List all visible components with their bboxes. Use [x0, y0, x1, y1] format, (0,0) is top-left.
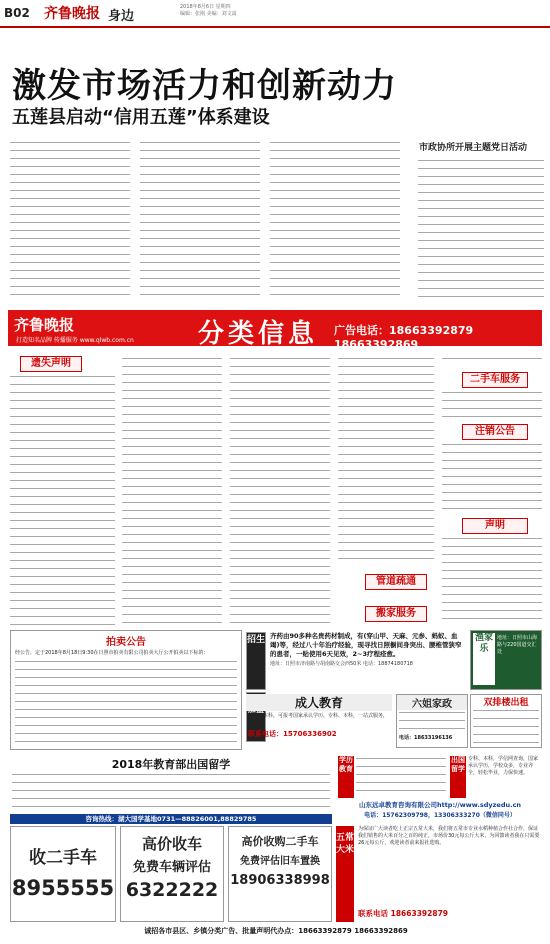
high-price-car-ad	[120, 826, 224, 922]
study-abroad-body	[10, 774, 332, 812]
high-price-car-title: 高价收车	[141, 835, 202, 853]
pharmacy-ad-contact: 地址：日照市济南路与胡南路交会西50米 电话：18874180718	[270, 661, 413, 667]
used-car-buy-title: 收二手车	[29, 848, 97, 868]
side-story-title: 市政协所开展主题党日活动	[419, 143, 528, 153]
tag-statement: 声明	[462, 518, 528, 534]
page-number: B02	[4, 6, 30, 20]
adult-edu-title: 成人教育	[246, 694, 392, 711]
tag-moving: 搬家服务	[365, 606, 427, 622]
classified-phone: 广告电话：18663392879 18663392869	[334, 324, 474, 351]
tag-pipeline: 管道疏通	[365, 574, 427, 590]
recruit-tag: 招生	[246, 632, 266, 690]
pharmacy-ad	[270, 632, 466, 690]
high-price-car-number: 6322222	[125, 879, 219, 901]
study-abroad-title: 2018年教育部出国留学	[111, 758, 231, 771]
adult-edu-phone: 联系电话：15706336902	[248, 730, 337, 738]
tag-deregister: 注销公告	[462, 424, 528, 440]
second-hand-car-number: 18906338998	[230, 873, 330, 888]
study-abroad-phone: 咨询热线：湖大国学基地0731—88826001,88829785	[10, 814, 332, 824]
classified-column-4	[338, 356, 434, 568]
study-abroad-ad	[10, 756, 332, 823]
classified-url: 打造知名品牌 传播服务 www.qlwb.com.cn	[16, 337, 134, 344]
pharmacy-ad-body: 齐药由90多种名贵药材制成，有(穿山甲、天麻、元参、蚂蚁、血竭)等，经过八十年治疗经验，现寻找日照橱间身突出、腰椎管狭窄的患者，一贴使用6天见效，2~3疗程痊愈。	[270, 632, 462, 658]
auction-body: 经公告，定于2018年8月18日9:30在日照市拍卖有限公司拍卖大厅公开拍卖以下标的：	[15, 650, 209, 656]
high-price-car-sub: 免费车辆评估	[132, 860, 211, 875]
section-name: 身边	[108, 9, 135, 24]
auction-details	[11, 661, 241, 747]
classified-column-3	[230, 356, 330, 626]
classified-column-2	[122, 356, 222, 626]
rice-body: 为保证广大读者吃上正宗五常大米，我们将五常市专业水稻种植合作社合作，保证我们销售的大米百分之百的纯正，市场价30元每公斤大米，为回馈读者我在只需要26元每公斤，欢迎读者前来报社选购。	[358, 826, 540, 846]
article-column-1	[10, 140, 130, 300]
article-column-3	[270, 140, 400, 300]
double-floor-body	[471, 710, 541, 748]
housekeeping-phone: 电话：18633196136	[399, 735, 453, 741]
page-footer: 诚招各市县区、乡镇分类广告、批量声明代办点：18663392879 18663392869	[144, 927, 408, 935]
fish-ad-title: 渔家乐	[473, 633, 495, 685]
rice-phone: 联系电话 18663392879	[358, 909, 449, 918]
header-editor: 编辑：张刚 美编：刘文嵩	[180, 11, 237, 17]
housekeeping-title: 六姐家政	[397, 695, 467, 710]
second-hand-car-ad	[228, 826, 332, 922]
housekeeping-body	[397, 712, 467, 734]
classified-column-5-top	[442, 356, 542, 366]
housekeeping-ad	[396, 694, 468, 748]
abroad-body: 专科、本科，学信网查询，国家承认学历，学校众多，专业齐全，轻松毕业，力保快速。	[468, 756, 539, 776]
second-hand-car-sub: 免费评估旧车置换	[240, 856, 320, 867]
side-story-body	[418, 158, 544, 302]
deregister-notices	[442, 442, 542, 514]
edu-center-phone: 电话：15762309798，13306333270（微信同号）	[364, 812, 516, 819]
classified-title: 分类信息	[198, 319, 319, 349]
used-car-buy-ad	[10, 826, 116, 922]
used-car-notices	[442, 390, 542, 420]
header-date: 2018年8月6日 星期四	[180, 4, 231, 10]
auction-notice	[10, 630, 242, 750]
fish-ad-body: 地址：日照市山海路与220国道交汇处	[497, 635, 538, 655]
adult-edu-ad	[246, 694, 392, 748]
fish-ad	[470, 630, 542, 690]
abroad-side-tag: 出国留学	[450, 756, 466, 798]
lost-notices	[10, 374, 115, 626]
auction-title: 拍卖公告	[106, 637, 146, 648]
edu-center-name: 山东远卓教育咨询有限公司http://www.sdyzedu.cn	[358, 801, 522, 809]
article-column-2	[140, 140, 260, 300]
used-car-buy-number: 8955555	[11, 876, 115, 900]
newspaper-logo: 齐鲁晚报	[44, 6, 100, 22]
article-subhead: 五莲县启动“信用五莲”体系建设	[12, 107, 270, 128]
page-header	[0, 0, 550, 28]
rice-ad	[336, 826, 542, 922]
statement-notices	[442, 536, 542, 624]
classified-logo: 齐鲁晚报	[14, 316, 75, 334]
article-headline: 激发市场活力和创新动力	[12, 66, 397, 106]
double-floor-ad	[470, 694, 542, 748]
rice-side-tag: 五常大米	[336, 826, 354, 922]
edu-body	[356, 756, 446, 796]
classified-banner	[8, 310, 542, 351]
second-hand-car-title: 高价收购二手车	[241, 835, 319, 848]
tag-used-car: 二手车服务	[462, 372, 528, 388]
double-floor-title: 双排楼出租	[483, 698, 529, 708]
tag-lost: 遗失声明	[20, 356, 82, 372]
edu-center-ad	[338, 756, 542, 820]
edu-side-tag: 学历教育	[338, 756, 354, 798]
header-meta	[180, 4, 237, 18]
adult-edu-body: 专科、本科，可报考国家承认学历、专科、本科，一站式服务，收费低	[248, 713, 389, 726]
